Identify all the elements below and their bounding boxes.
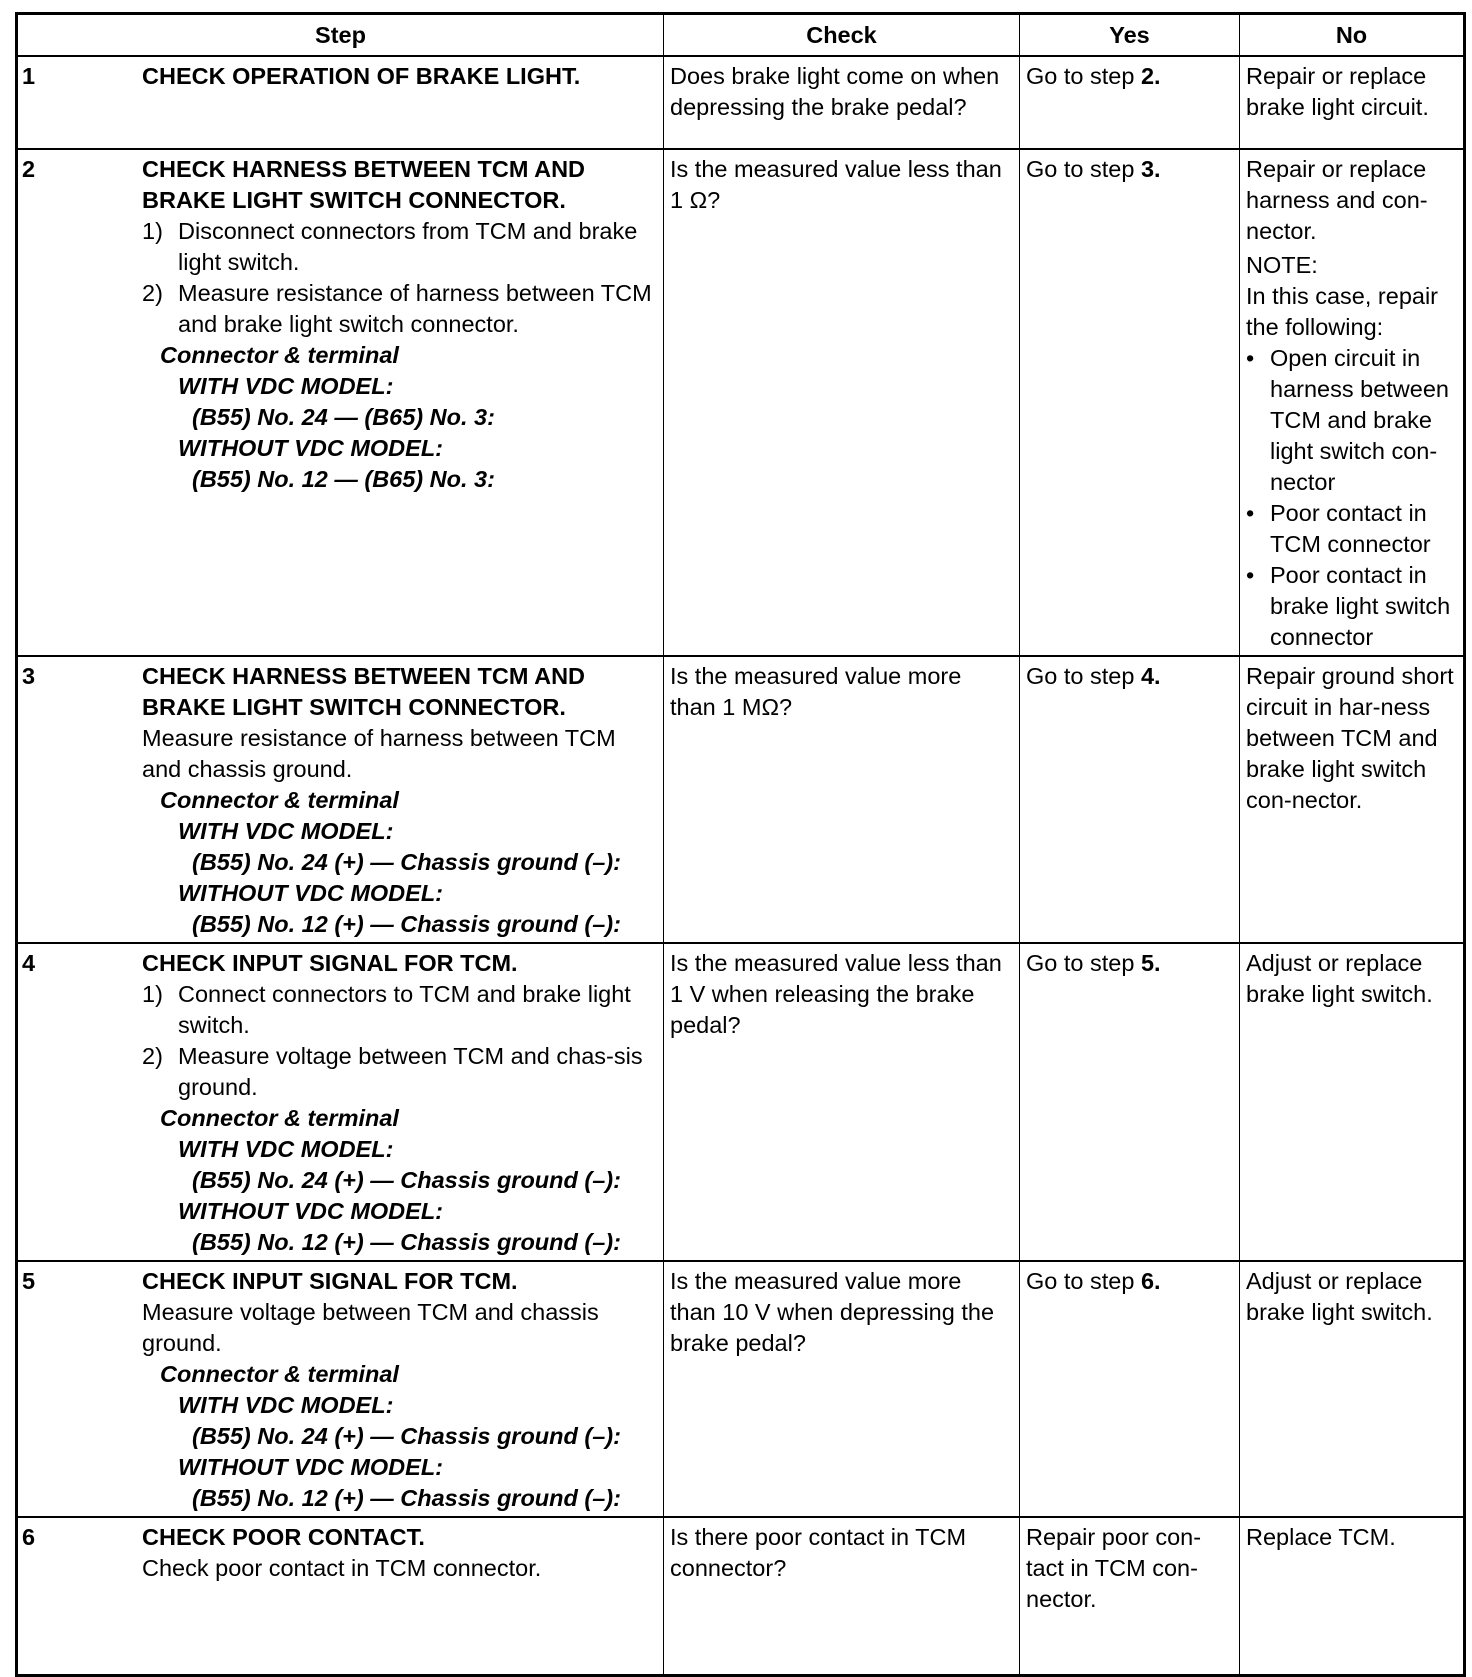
- step-title: CHECK HARNESS BETWEEN TCM AND: [142, 156, 586, 182]
- step-description: Measure resistance of harness between TCM and chassis ground.: [142, 725, 616, 782]
- item-number: 2): [142, 280, 163, 306]
- item-number: 2): [142, 1043, 163, 1069]
- no-cell: [1240, 149, 1465, 656]
- yes-cell: [1020, 149, 1240, 656]
- note-label: NOTE:: [1246, 252, 1318, 278]
- connector-title: Connector & terminal: [160, 787, 399, 813]
- check-cell: Is the measured value more than 1 MΩ?: [664, 656, 1020, 943]
- step-number: 6: [22, 1524, 36, 1550]
- yes-text: Go to step: [1026, 156, 1141, 182]
- no-cell: Adjust or replace brake light switch.: [1240, 1261, 1465, 1517]
- no-text: Repair or replace harness and con-nector.: [1246, 156, 1428, 244]
- step-description: Check poor contact in TCM connector.: [142, 1555, 542, 1581]
- note-text: In this case, repair the following:: [1246, 283, 1439, 340]
- yes-text: Go to step: [1026, 950, 1141, 976]
- bullet-text: Open circuit in harness between TCM and brake light switch con-nector: [1270, 345, 1449, 495]
- with-vdc-value: (B55) No. 24 (+) — Chassis ground (–):: [192, 849, 621, 875]
- no-cell: Repair ground short circuit in har-ness between TCM and brake light switch con-nector.: [1240, 656, 1465, 943]
- step-title: CHECK INPUT SIGNAL FOR TCM.: [142, 1268, 518, 1294]
- yes-cell: Repair poor con-tact in TCM con-nector.: [1020, 1517, 1240, 1675]
- yes-text: Go to step: [1026, 63, 1141, 89]
- procedure-item: [142, 979, 657, 1041]
- table-row: [17, 1517, 1465, 1675]
- yes-step-ref: 3.: [1140, 156, 1161, 182]
- table-row: [17, 149, 1465, 656]
- yes-step-ref: 2.: [1140, 63, 1161, 89]
- yes-cell: [1020, 656, 1240, 943]
- without-vdc-value: (B55) No. 12 (+) — Chassis ground (–):: [192, 911, 621, 937]
- step-title: BRAKE LIGHT SWITCH CONNECTOR.: [142, 187, 566, 213]
- step-number: 2: [22, 156, 36, 182]
- yes-step-ref: 6.: [1140, 1268, 1161, 1294]
- header-yes: Yes: [1020, 14, 1240, 57]
- yes-cell: [1020, 943, 1240, 1261]
- no-cell: Repair or replace brake light circuit.: [1240, 56, 1465, 149]
- step-number: 1: [22, 63, 36, 89]
- yes-text: Go to step: [1026, 1268, 1141, 1294]
- step-number: 3: [22, 663, 36, 689]
- step-cell: [17, 1261, 664, 1517]
- without-vdc-value: (B55) No. 12 (+) — Chassis ground (–):: [192, 1485, 621, 1511]
- step-description: Measure voltage between TCM and chassis ground.: [142, 1299, 599, 1356]
- without-vdc-value: (B55) No. 12 — (B65) No. 3:: [192, 466, 495, 492]
- header-row: [17, 14, 1465, 57]
- table-row: [17, 1261, 1465, 1517]
- note-bullet: • Poor contact in TCM connector: [1246, 498, 1457, 560]
- step-number: 5: [22, 1268, 36, 1294]
- connector-title: Connector & terminal: [160, 342, 399, 368]
- no-cell: Adjust or replace brake light switch.: [1240, 943, 1465, 1261]
- table-row: [17, 943, 1465, 1261]
- step-title: CHECK HARNESS BETWEEN TCM AND: [142, 663, 586, 689]
- connector-title: Connector & terminal: [160, 1105, 399, 1131]
- note-bullet: • Open circuit in harness between TCM and brake light switch con-nector: [1246, 343, 1457, 498]
- with-vdc-value: (B55) No. 24 (+) — Chassis ground (–):: [192, 1423, 621, 1449]
- item-number: 1): [142, 218, 163, 244]
- without-vdc-label: WITHOUT VDC MODEL:: [178, 1198, 443, 1224]
- with-vdc-label: WITH VDC MODEL:: [178, 1392, 394, 1418]
- step-cell: [17, 1517, 664, 1675]
- header-no: No: [1240, 14, 1465, 57]
- step-title: BRAKE LIGHT SWITCH CONNECTOR.: [142, 694, 566, 720]
- without-vdc-label: WITHOUT VDC MODEL:: [178, 435, 443, 461]
- with-vdc-label: WITH VDC MODEL:: [178, 1136, 394, 1162]
- no-cell: Replace TCM.: [1240, 1517, 1465, 1675]
- procedure-item: [142, 216, 657, 278]
- step-cell: [17, 56, 664, 149]
- check-cell: Does brake light come on when depressing the brake pedal?: [664, 56, 1020, 149]
- check-cell: Is the measured value more than 10 V when depressing the brake pedal?: [664, 1261, 1020, 1517]
- header-step: Step: [17, 14, 664, 57]
- step-cell: [17, 943, 664, 1261]
- yes-step-ref: 4.: [1140, 663, 1161, 689]
- check-cell: Is there poor contact in TCM connector?: [664, 1517, 1020, 1675]
- without-vdc-label: WITHOUT VDC MODEL:: [178, 880, 443, 906]
- with-vdc-value: (B55) No. 24 — (B65) No. 3:: [192, 404, 495, 430]
- header-check: Check: [664, 14, 1020, 57]
- step-title: CHECK INPUT SIGNAL FOR TCM.: [142, 950, 518, 976]
- item-text: Connect connectors to TCM and brake light switch.: [178, 981, 631, 1038]
- step-number: 4: [22, 950, 36, 976]
- item-text: Measure resistance of harness between TCM and brake light switch connector.: [178, 280, 652, 337]
- table-row: [17, 56, 1465, 149]
- check-cell: Is the measured value less than 1 V when releasing the brake pedal?: [664, 943, 1020, 1261]
- with-vdc-value: (B55) No. 24 (+) — Chassis ground (–):: [192, 1167, 621, 1193]
- step-title: CHECK OPERATION OF BRAKE LIGHT.: [142, 63, 581, 89]
- connector-title: Connector & terminal: [160, 1361, 399, 1387]
- item-text: Measure voltage between TCM and chas-sis ground.: [178, 1043, 643, 1100]
- diagnostic-table: [15, 12, 1466, 1677]
- check-cell: Is the measured value less than 1 Ω?: [664, 149, 1020, 656]
- with-vdc-label: WITH VDC MODEL:: [178, 818, 394, 844]
- yes-cell: [1020, 56, 1240, 149]
- step-cell: [17, 656, 664, 943]
- table-row: [17, 656, 1465, 943]
- bullet-text: Poor contact in brake light switch connector: [1270, 562, 1451, 650]
- with-vdc-label: WITH VDC MODEL:: [178, 373, 394, 399]
- yes-cell: [1020, 1261, 1240, 1517]
- note-bullet: • Poor contact in brake light switch connector: [1246, 560, 1457, 653]
- without-vdc-label: WITHOUT VDC MODEL:: [178, 1454, 443, 1480]
- procedure-item: [142, 278, 657, 340]
- item-text: Disconnect connectors from TCM and brake light switch.: [178, 218, 638, 275]
- item-number: 1): [142, 981, 163, 1007]
- step-cell: [17, 149, 664, 656]
- bullet-text: Poor contact in TCM connector: [1270, 500, 1431, 557]
- procedure-item: [142, 1041, 657, 1103]
- without-vdc-value: (B55) No. 12 (+) — Chassis ground (–):: [192, 1229, 621, 1255]
- step-title: CHECK POOR CONTACT.: [142, 1524, 425, 1550]
- yes-step-ref: 5.: [1140, 950, 1161, 976]
- yes-text: Go to step: [1026, 663, 1141, 689]
